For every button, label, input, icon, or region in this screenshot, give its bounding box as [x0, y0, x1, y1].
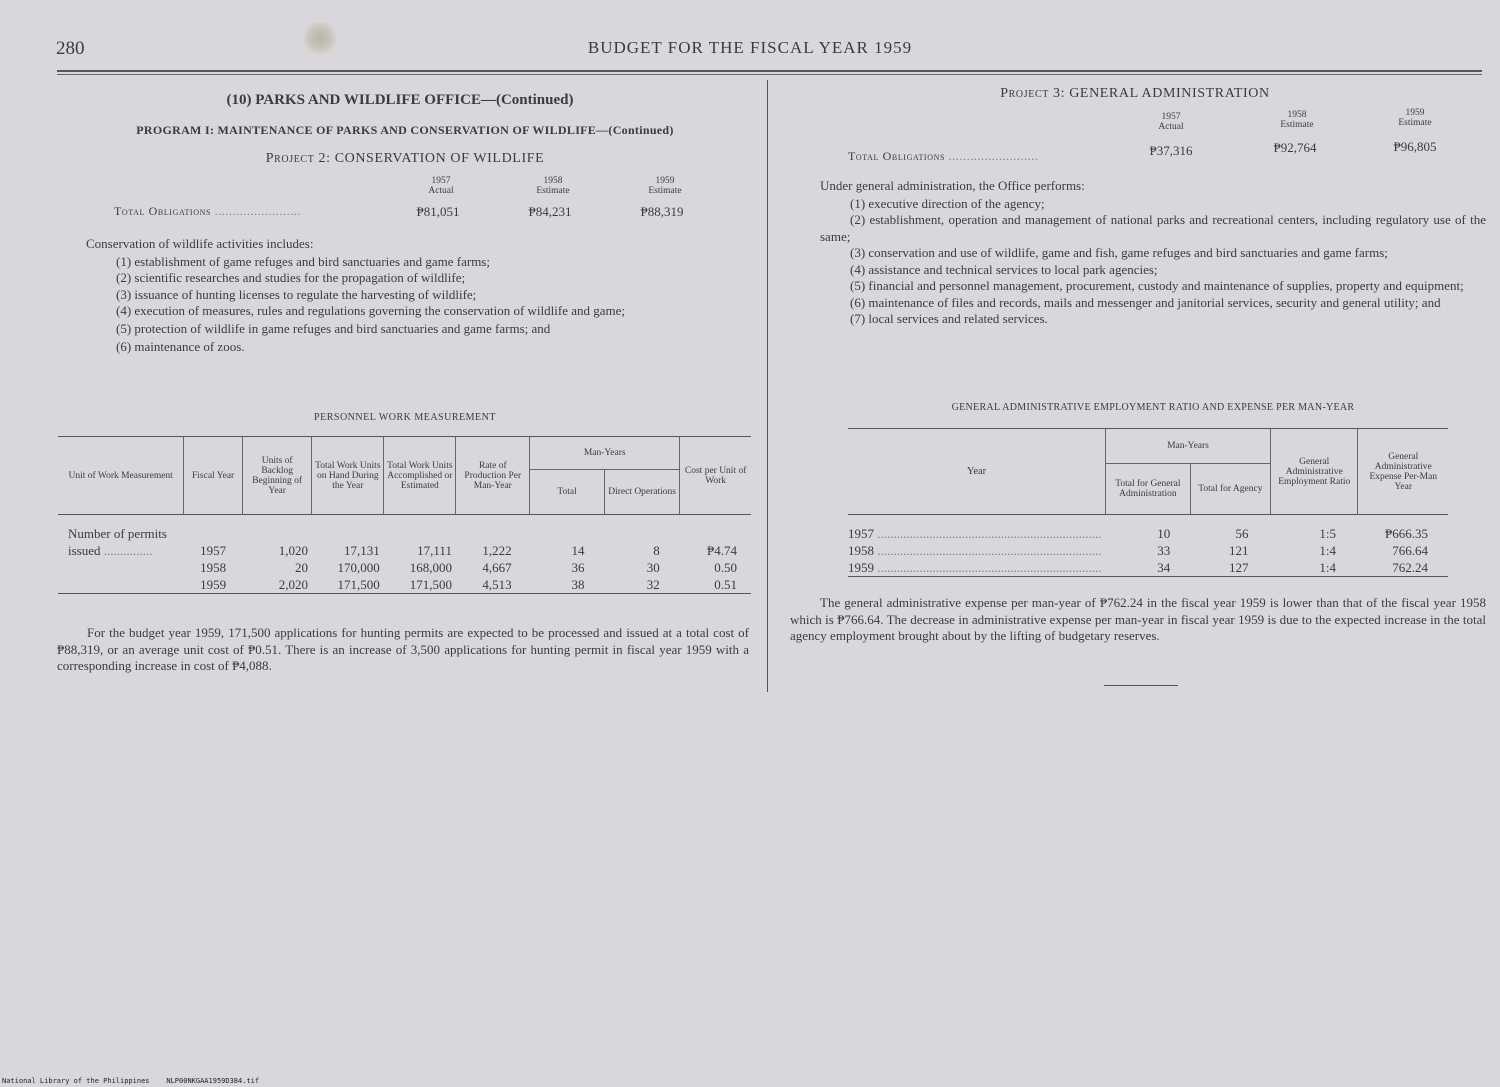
activity-item: (5) protection of wildlife in game refuges and bird sanctuaries and game farms; and	[116, 320, 551, 336]
table-row: issued ............... 1957 1,020 17,131 17,111 1,222 14 8 ₱4.74	[58, 542, 751, 559]
admin-functions	[820, 178, 1486, 328]
right-closing-paragraph: The general administrative expense per man-year of ₱762.24 in the fiscal year 1959 is lower than that of the fiscal year 1958 which is ₱766.64. The decrease in administrative expense per man-year in fiscal year 1959 is due to the expected increase in the total agency employment brought about by the lifting of budgetary reserves.	[790, 595, 1486, 643]
activity-item: (4) execution of measures, rules and regulations governing the conservation of wildlife and game;	[116, 303, 626, 318]
obl-col-1958: 1958 Estimate	[1280, 110, 1314, 130]
functions-intro: Under general administration, the Office performs:	[820, 178, 1085, 193]
obl-col-1959: 1959 Estimate	[1398, 108, 1432, 128]
activity-item: (1) establishment of game refuges and bird sanctuaries and game farms;	[116, 253, 490, 269]
col-backlog: Units of Backlog Beginning of Year	[242, 437, 312, 515]
obligation-1959: ₱96,805	[1393, 139, 1437, 154]
column-divider	[767, 80, 768, 692]
function-item: (1) executive direction of the agency;	[850, 195, 1045, 211]
activity-item: (6) maintenance of zoos.	[116, 339, 245, 354]
table-row: 1957 ..................................................................... 10 56 1:5 ₱666.35	[848, 525, 1428, 541]
employment-ratio-table	[848, 428, 1448, 577]
obligation-1957: ₱81,051	[416, 204, 460, 219]
activity-item: (3) issuance of hunting licenses to regulate the harvesting of wildlife;	[116, 286, 477, 302]
obligation-1958: ₱92,764	[1273, 140, 1317, 155]
col-man-years: Man-Years	[530, 437, 680, 470]
col-direct: Direct Operations	[604, 470, 679, 515]
col-fiscal-year: Fiscal Year	[184, 437, 243, 515]
project-2-title: Project 2: CONSERVATION OF WILDLIFE	[265, 151, 545, 166]
table-row: 1958 ..................................................................... 33 121 1:4 766.64	[848, 542, 1428, 558]
col-ratio: General Administrative Employment Ratio	[1270, 429, 1358, 515]
function-item: (5) financial and personnel management, procurement, custody and maintenance of supplies, property and equipment;	[850, 278, 1464, 293]
function-item: (3) conservation and use of wildlife, game and fish, game refuges and bird sanctuaries and game farms;	[850, 245, 1388, 260]
activities-intro: Conservation of wildlife activities includes:	[86, 236, 314, 251]
conservation-activities	[86, 236, 750, 356]
obl-col-1959: 1959 Estimate	[648, 176, 682, 196]
unit-line-1: Number of permits	[68, 525, 167, 541]
work-measurement-title: PERSONNEL WORK MEASUREMENT	[314, 412, 496, 423]
obl-col-1958: 1958 Estimate	[536, 176, 570, 196]
obligation-1958: ₱84,231	[528, 204, 572, 219]
function-item: (7) local services and related services.	[850, 311, 1048, 326]
project-3-title: Project 3: GENERAL ADMINISTRATION	[1000, 86, 1270, 101]
col-accomplished: Total Work Units Accomplished or Estimated	[384, 437, 456, 515]
col-total-agency: Total for Agency	[1190, 464, 1270, 515]
function-item: (2) establishment, operation and management of national parks and recreational centers, including regulatory use of the same;	[820, 212, 1486, 244]
unit-line-2: issued ...............	[68, 542, 153, 558]
scan-footer: National Library of the Philippines NLP00NKGAA1959D384.tif	[2, 1077, 260, 1085]
total-obligations-label: Total Obligations ........................	[114, 204, 302, 218]
obl-col-1957: 1957 Actual	[1158, 112, 1184, 132]
col-year: Year	[848, 429, 1106, 515]
col-total: Total	[530, 470, 605, 515]
col-expense: General Administrative Expense Per-Man Year	[1358, 429, 1448, 515]
table-row	[58, 525, 751, 542]
running-head: BUDGET FOR THE FISCAL YEAR 1959	[587, 38, 913, 57]
col-man-years: Man-Years	[1106, 429, 1271, 464]
left-closing-paragraph: For the budget year 1959, 171,500 applications for hunting permits are expected to be processed and issued at a total cost of ₱88,319, or an average unit cost of ₱0.51. There is an increase of 3,500 applications for hunting permit in fiscal year 1959 with a corresponding increase in cost of ₱4,088.	[57, 625, 749, 673]
function-item: (6) maintenance of files and records, mails and messenger and janitorial services, security and general utility; and	[850, 294, 1441, 310]
col-total-work: Total Work Units on Hand During the Year	[312, 437, 384, 515]
header-rule	[57, 70, 1482, 72]
page-number: 280	[56, 38, 85, 59]
col-total-general: Total for General Administration	[1106, 464, 1191, 515]
employment-ratio-title: GENERAL ADMINISTRATIVE EMPLOYMENT RATIO AND EXPENSE PER MAN-YEAR	[951, 402, 1355, 413]
table-row: 1959 ..................................................................... 34 127 1:4 762.24	[848, 559, 1448, 577]
table-row: 1958 20 170,000 168,000 4,667 36 30 0.50	[200, 559, 737, 575]
program-title: PROGRAM I: MAINTENANCE OF PARKS AND CONSERVATION OF WILDLIFE—(Continued)	[136, 123, 674, 137]
work-measurement-table	[58, 436, 751, 594]
activity-item: (2) scientific researches and studies for the propagation of wildlife;	[116, 270, 466, 285]
col-rate: Rate of Production Per Man-Year	[456, 437, 530, 515]
col-unit: Unit of Work Measurement	[58, 437, 184, 515]
header-rule-thin	[57, 74, 1482, 75]
function-item: (4) assistance and technical services to local park agencies;	[850, 261, 1158, 277]
total-obligations-label: Total Obligations .........................	[848, 149, 1039, 163]
obligation-1957: ₱37,316	[1149, 143, 1193, 158]
obligation-1959: ₱88,319	[640, 204, 684, 219]
col-cost: Cost per Unit of Work	[680, 437, 751, 515]
office-title: (10) PARKS AND WILDLIFE OFFICE—(Continued)	[226, 92, 574, 108]
table-row: 1959 2,020 171,500 171,500 4,513 38 32 0.51	[58, 576, 751, 594]
obl-col-1957: 1957 Actual	[428, 176, 454, 196]
end-rule	[1104, 685, 1178, 686]
